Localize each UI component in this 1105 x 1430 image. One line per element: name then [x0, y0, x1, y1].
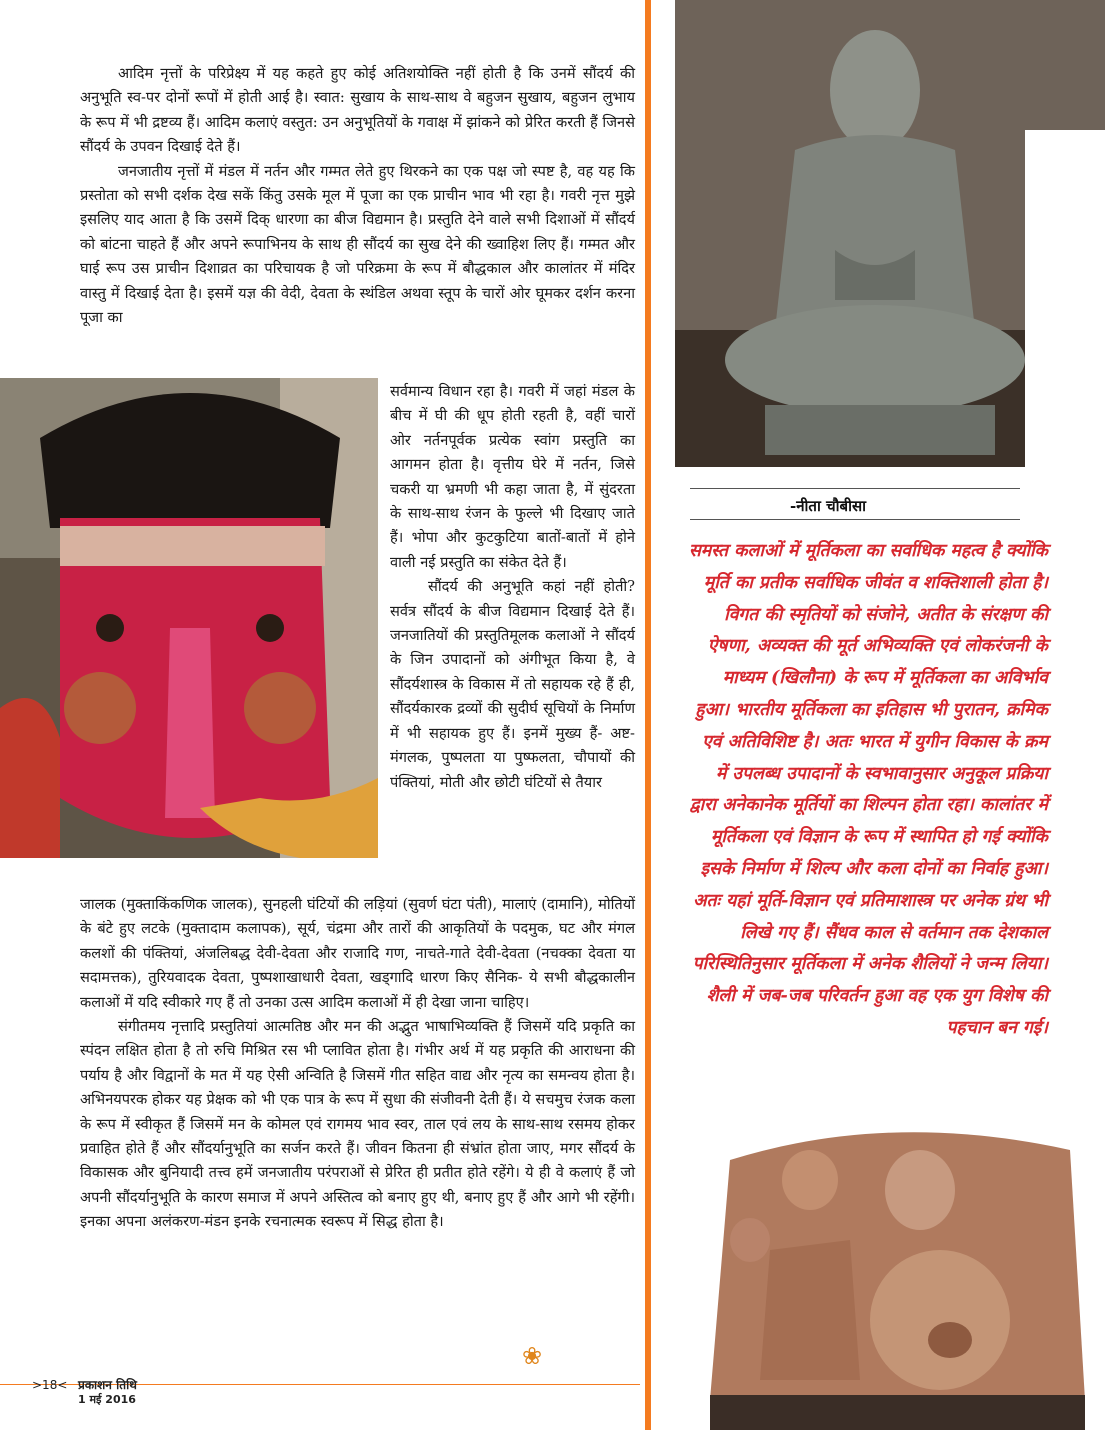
seated-buddha-photo [675, 0, 1105, 467]
author-rule-bottom [690, 519, 1020, 520]
tribal-mask-photo [0, 378, 378, 858]
paragraph-4: संगीतमय नृत्तादि प्रस्तुतियां आत्मतिष्ठ और मन की अद्भुत भाषाभिव्यक्ति हैं जिसमें यदि प्रकृति का स्पंदन लक्षित होता है तो रुचि मिश्रित रस भी प्लावित होता है। गंभीर अर्थ में यह प्रकृति की आराधना की पर्याय है और विद्वानों के मत में यह ऐसी अन्विति है जिसमें गीत सहित वाद्य और नृत्य का समन्वय होता है। अभिनयपरक होकर यह प्रेक्षक को भी एक पात्र के रूप में सुधा की संजीवनी देती हैं। ये सचमुच रंजक कला के रूप में स्वीकृत हैं जिसमें मन के कोमल एवं रागमय भाव स्वर, ताल एवं लय के साथ-साथ रसमय होकर प्रवाहित होते हैं और सौंदर्यानुभूति का सर्जन करते हैं। जीवन कितना ही संभ्रांत होता जाए, मगर सौंदर्य के विकासक और बुनियादी तत्त्व हमें जनजातीय परंपराओं से प्रेरित ही प्रतीत होते रहेंगे। ये ही वे कलाएं हैं जो अपनी सौंदर्यानुभूति के कारण समाज में अपने अस्तित्व को बनाए हुए थी, बनाए हुए हैं और आगे भी रहेंगी। इनका अपना अलंकरण-मंडन इनके रचनात्मक स्वरूप में सिद्ध होता है। [80, 1018, 635, 1231]
publication-date: 1 मई 2016 [78, 1393, 136, 1406]
page-footer [0, 1378, 640, 1418]
pull-quote: समस्त कलाओं में मूर्तिकला का सर्वाधिक महत्व है क्योंकि मूर्ति का प्रतीक सर्वाधिक जीवंत व शक्तिशाली होता है। विगत की स्मृतियों को संजोने, अतीत के संरक्षण की ऐषणा, अव्यक्त की मूर्त अभिव्यक्ति एवं लोकरंजनी के माध्यम (खिलौना) के रूप में मूर्तिकला का अविर्भाव हुआ। भारतीय मूर्तिकला का इतिहास भी पुरातन, क्रमिक एवं अतिविशिष्ट है। अतः भारत में युगीन विकास के क्रम में उपलब्ध उपादानों के स्वभावानुसार अनुकूल प्रक्रिया द्वारा अनेकानेक मूर्तियों का शिल्पन होता रहा। कालांतर में मूर्तिकला एवं विज्ञान के रूप में स्थापित हो गई क्योंकि इसके निर्माण में शिल्प और कला दोनों का निर्वाह हुआ। अतः यहां मूर्ति-विज्ञान एवं प्रतिमाशास्त्र पर अनेक ग्रंथ भी लिखे गए हैं। सैंधव काल से वर्तमान तक देशकाल परिस्थितिनुसार मूर्तिकला में अनेक शैलियों ने जन्म लिया। शैली में जब-जब परिवर्तन हुआ वह एक युग विशेष की पहचान बन गई। [688, 541, 1048, 1038]
page-number: >18< [32, 1378, 68, 1392]
article-top [80, 62, 635, 330]
paragraph-1: आदिम नृत्तों के परिप्रेक्ष्य में यह कहते हुए कोई अतिशयोक्ति नहीं होती है कि उनमें सौंदर्य की अनुभूति स्व-पर दोनों रूपों में होती आई है। स्वात: सुखाय के साथ-साथ वे बहुजन सुखाय, बहुजन लुभाय के रूप में भी द्रष्टव्य हैं। आदिम कलाएं वस्तुत: उन अनुभूतियों के गवाक्ष में झांकने को प्रेरित करती हैं जिनसे सौंदर्य के उपवन दिखाई देते हैं। [80, 65, 635, 156]
paragraph-2b: सर्वमान्य विधान रहा है। गवरी में जहां मंडल के बीच में घी की धूप होती रहती है, वहीं चारों ओर नर्तनपूर्वक प्रत्येक स्वांग प्रस्तुति का आगमन होता है। वृत्तीय घेरे में नर्तन, जिसे चकरी या भ्रमणी भी कहा जाता है, में सुंदरता के साथ-साथ रंजन के फुल्ले भी दिखाए जाते हैं। भोपा और कुटकुटिया बातों-बातों में होने वाली नई प्रस्तुति का संकेत देते हैं। [390, 383, 635, 571]
terracotta-relief-photo [690, 1120, 1095, 1430]
author-rule-top [690, 488, 1020, 489]
page-divider [645, 0, 651, 1430]
paragraph-2a: जनजातीय नृत्तों में मंडल में नर्तन और गम्मत लेते हुए थिरकने का एक पक्ष जो स्पष्ट है, वह यह कि प्रस्तोता को सभी दर्शक देख सकें किंतु उसके मूल में पूजा का एक प्राचीन भाव भी रहा है। गवरी नृत्त मुझे इसलिए याद आता है कि उसमें दिक् धारणा का बीज विद्यमान है। प्रस्तुति देने वाले सभी दिशाओं में सौंदर्य को बांटना चाहते हैं और अपने रूपाभिनय के साथ ही सौंदर्य का सुख देने की ख्वाहिश लिए हैं। गम्मत और घाई रूप उस प्राचीन दिशाव्रत का परिचायक है जो परिक्रमा के रूप में बौद्धकाल और कालांतर में मंदिर वास्तु में दिखाई देता है। इसमें यज्ञ की वेदी, देवता के स्थंडिल अथवा स्तूप के चारों ओर घूमकर दर्शन करना पूजा का [80, 162, 635, 327]
paragraph-3a: सौंदर्य की अनुभूति कहां नहीं होती? सर्वत्र सौंदर्य के बीज विद्यमान दिखाई देते हैं। जनजातियों की प्रस्तुतिमूलक कलाओं ने सौंदर्य के जिन उपादानों को अंगीभूत किया है, वे सौंदर्यशास्त्र के विकास में तो सहायक रहे हैं ही, सौंदर्यकारक द्रव्यों की सुदीर्घ सूचियों के निर्माण में भी सहायक हुए हैं। इनमें मुख्य हैं- अष्ट-मंगलक, पुष्पलता या पुष्फलता, चौपायों की पंक्तियां, मोती और छोटी घंटियों से तैयार [390, 578, 635, 791]
author-name: -नीता चौबीसा [790, 497, 866, 515]
buddha-illustration [675, 0, 1105, 467]
mask-illustration [0, 378, 378, 858]
article-wrap [390, 380, 635, 795]
relief-illustration [690, 1120, 1095, 1430]
ornament-icon: ❀ [522, 1342, 543, 1370]
paragraph-3b: जालक (मुक्ताकिंकणिक जालक), सुनहली घंटियों की लड़ियां (सुवर्ण घंटा पंती), मालाएं (दामानि), मोतियों के बंटे हुए लटके (मुक्तादाम कलापक), सूर्य, चंद्रमा और तारों की आकृतियों के पदमुक, घट और मंगल कलशों की पंक्तियां, अंजलिबद्ध देवी-देवता और राजादि गण, नाचते-गाते देवी-देवता (नचक्का देवता या सदामत्तक), तुरियवादक देवता, पुष्पशाखाधारी देवता, खड्गादि धारण किए सैनिक- ये सभी बौद्धकालीन कलाओं में यदि स्वीकारे गए हैं तो उनका उत्स आदिम कलाओं में ही देखा जाना चाहिए। [80, 896, 635, 1011]
article-bottom [80, 893, 635, 1235]
publication-name: प्रकाशन तिथि [78, 1378, 137, 1392]
